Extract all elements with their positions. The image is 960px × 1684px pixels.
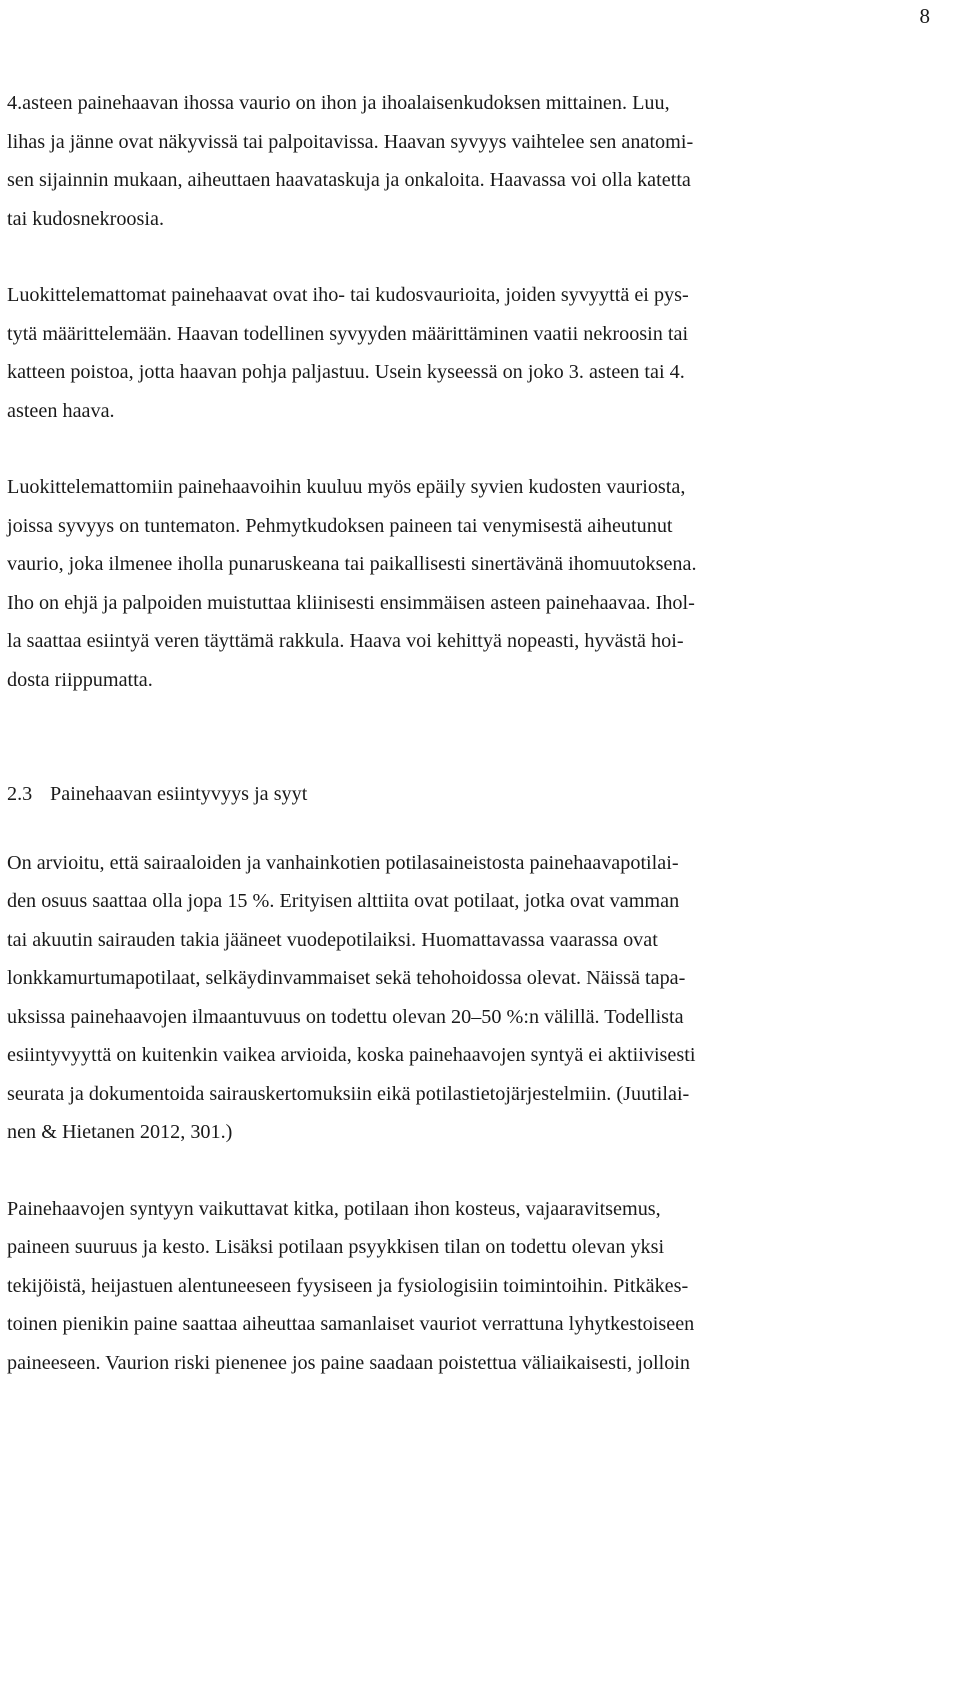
text-line: uksissa painehaavojen ilmaantuvuus on todettu olevan 20–50 %:n välillä. Todellista	[7, 1005, 684, 1028]
text-line: tekijöistä, heijastuen alentuneeseen fyysiseen ja fysiologisiin toimintoihin. Pitkäkes-	[7, 1274, 689, 1297]
paragraph-prevalence	[7, 844, 957, 1152]
text-line: Iho on ehjä ja palpoiden muistuttaa kliinisesti ensimmäisen asteen painehaavaa. Ihol-	[7, 591, 695, 614]
text-line: On arvioitu, että sairaaloiden ja vanhainkotien potilasaineistosta painehaavapotilai-	[7, 851, 679, 874]
text-line: vaurio, joka ilmenee iholla punaruskeana tai paikallisesti sinertävänä ihomuutoksena.	[7, 553, 697, 575]
text-line: seurata ja dokumentoida sairauskertomuksiin eikä potilastietojärjestelmiin. (Juutilai-	[7, 1082, 690, 1105]
document-body	[7, 84, 957, 1382]
text-line: Luokittelemattomiin painehaavoihin kuuluu myös epäily syvien kudosten vauriosta,	[7, 476, 686, 498]
section-spacer	[7, 699, 957, 775]
text-line: toinen pienikin paine saattaa aiheuttaa samanlaiset vauriot verrattuna lyhytkestoiseen	[7, 1313, 695, 1335]
paragraph-stage-4	[7, 84, 957, 238]
text-line: sen sijainnin mukaan, aiheuttaen haavataskuja ja onkaloita. Haavassa voi olla katetta	[7, 169, 691, 191]
section-number: 2.3	[7, 783, 33, 805]
text-line: Luokittelemattomat painehaavat ovat iho- tai kudosvaurioita, joiden syvyyttä ei pys-	[7, 284, 689, 306]
text-line: esiintyvyyttä on kuitenkin vaikea arvioida, koska painehaavojen syntyä ei aktiivisesti	[7, 1044, 696, 1066]
text-line: tytä määrittelemään. Haavan todellinen syvyyden määrittäminen vaatii nekroosin tai	[7, 322, 689, 345]
text-line: la saattaa esiintyä veren täyttämä rakkula. Haava voi kehittyä nopeasti, hyvästä hoi-	[7, 630, 684, 652]
text-line: 4.asteen painehaavan ihossa vaurio on ihon ja ihoalaisenkudoksen mittainen. Luu,	[7, 92, 670, 114]
text-line: dosta riippumatta.	[7, 668, 153, 691]
text-line: katteen poistoa, jotta haavan pohja paljastuu. Usein kyseessä on joko 3. asteen tai 4.	[7, 361, 685, 383]
paragraph-deep-tissue	[7, 468, 957, 699]
page-number: 8	[919, 4, 930, 28]
text-line: nen & Hietanen 2012, 301.)	[7, 1121, 233, 1143]
text-line: lihas ja jänne ovat näkyvissä tai palpoitavissa. Haavan syvyys vaihtelee sen anatomi-	[7, 130, 694, 153]
text-line: tai akuutin sairauden takia jääneet vuodepotilaiksi. Huomattavassa vaarassa ovat	[7, 928, 658, 951]
text-line: asteen haava.	[7, 399, 115, 422]
text-line: den osuus saattaa olla jopa 15 %. Erityisen alttiita ovat potilaat, jotka ovat vamman	[7, 890, 680, 912]
section-title: Painehaavan esiintyvyys ja syyt	[50, 783, 308, 805]
paragraph-unclassified	[7, 276, 957, 430]
text-line: Painehaavojen syntyyn vaikuttavat kitka, potilaan ihon kosteus, vajaaravitsemus,	[7, 1197, 661, 1220]
text-line: lonkkamurtumapotilaat, selkäydinvammaiset sekä tehohoidossa olevat. Näissä tapa-	[7, 967, 686, 989]
text-line: tai kudosnekroosia.	[7, 207, 164, 230]
section-heading	[7, 775, 957, 814]
text-line: paineeseen. Vaurion riski pienenee jos paine saadaan poistettua väliaikaisesti, jolloin	[7, 1351, 690, 1374]
text-line: joissa syvyys on tuntematon. Pehmytkudoksen paineen tai venymisestä aiheutunut	[7, 514, 673, 537]
text-line: paineen suuruus ja kesto. Lisäksi potilaan psyykkisen tilan on todettu olevan yksi	[7, 1236, 665, 1258]
paragraph-causes	[7, 1190, 957, 1383]
